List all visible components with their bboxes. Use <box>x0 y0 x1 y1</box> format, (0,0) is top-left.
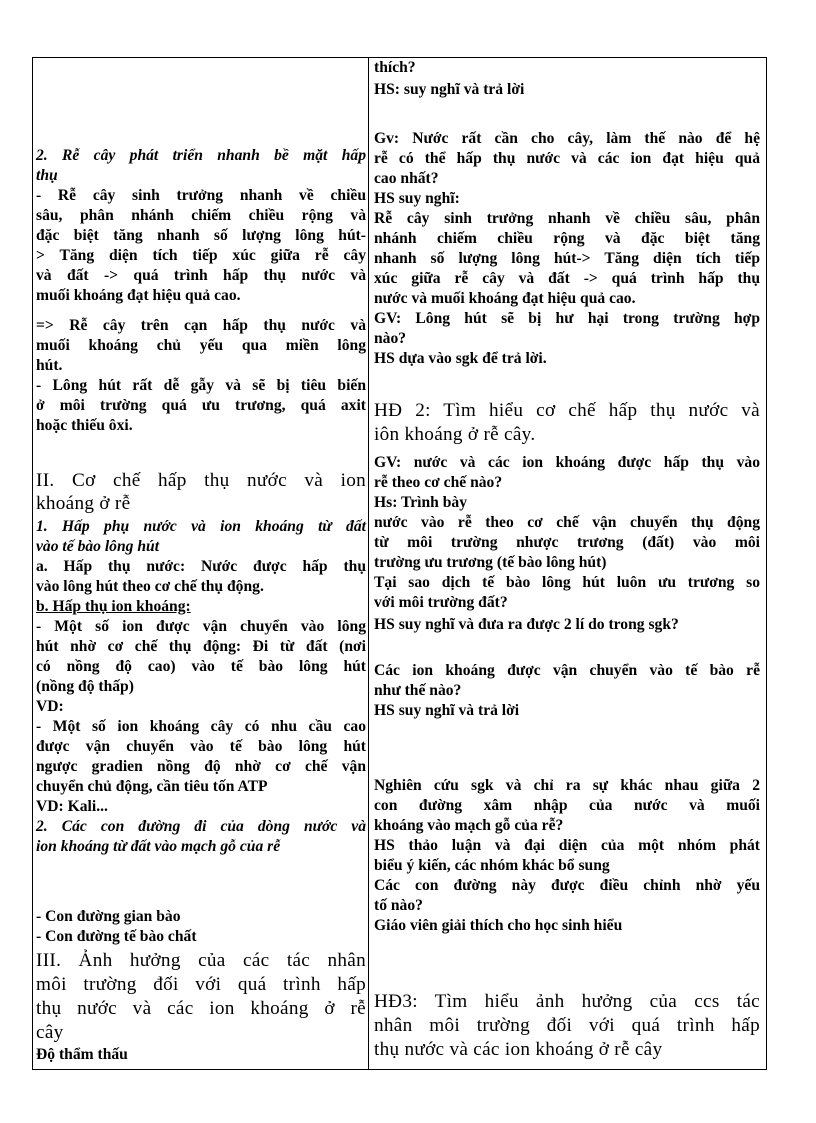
right-line-15: HĐ 2: Tìm hiểu cơ chế hấp thụ nước và <box>374 400 760 421</box>
right-line-39: thụ nước và các ion khoáng ở rễ cây <box>374 1039 663 1060</box>
right-line-8: nhánh chiếm chiều rộng và đặc biệt tăng <box>374 230 760 247</box>
left-line-22: - Một số ion được vận chuyển vào lông <box>36 618 366 635</box>
left-line-14: hoặc thiếu ôxi. <box>36 417 133 434</box>
right-line-33: biểu ý kiến, các nhóm khác bổ sung <box>374 857 610 874</box>
left-line-16: khoáng ở rễ <box>36 493 131 514</box>
left-line-10: muối khoáng chủ yếu qua miền lông <box>36 337 366 354</box>
right-line-4: rễ có thể hấp thụ nước và các ion đạt hiệu quả <box>374 150 760 167</box>
right-line-3: Gv: Nước rất cần cho cây, làm thế nào để hệ <box>374 130 760 147</box>
right-line-31: khoáng vào mạch gỗ của rễ? <box>374 817 564 834</box>
left-line-5: đặc biệt tăng nhanh số lượng lông hút- <box>36 227 366 244</box>
left-line-6: > Tăng diện tích tiếp xúc giữa rễ cây <box>36 247 366 264</box>
right-line-19: Hs: Trình bày <box>374 494 468 511</box>
left-line-11: hút. <box>36 357 63 374</box>
left-line-37: môi trường đối với quá trình hấp <box>36 974 366 995</box>
column-divider <box>368 58 369 1069</box>
left-line-1: 2. Rễ cây phát triển nhanh bề mặt hấp <box>36 147 366 164</box>
right-line-10: xúc giữa rễ cây và đất -> quá trình hấp thụ <box>374 270 760 287</box>
right-line-32: HS thảo luận và đại diện của một nhóm phát <box>374 837 760 854</box>
right-line-26: Các ion khoáng được vận chuyển vào tế bào rễ <box>374 662 760 679</box>
lesson-plan-table <box>32 57 767 1070</box>
right-line-1: thích? <box>374 59 416 76</box>
right-line-27: như thế nào? <box>374 682 462 699</box>
left-line-23: hút nhờ cơ chế thụ động: Đi từ đất (nơi <box>36 638 366 655</box>
right-line-5: cao nhất? <box>374 170 439 187</box>
left-line-9: => Rễ cây trên cạn hấp thụ nước và <box>36 317 366 334</box>
right-line-18: rễ theo cơ chế nào? <box>374 474 503 491</box>
left-line-36: III. Ảnh hưởng của các tác nhân <box>36 950 366 971</box>
right-line-34: Các con đường này được điều chỉnh nhờ yếu <box>374 877 760 894</box>
right-line-12: GV: Lông hút sẽ bị hư hại trong trường hợp <box>374 310 760 327</box>
left-line-29: ngược gradien nồng độ nhờ cơ chế vận <box>36 758 366 775</box>
left-line-40: Độ thẩm thấu <box>36 1046 128 1063</box>
left-line-7: và đất -> quá trình hấp thụ nước và <box>36 267 366 284</box>
right-line-16: iôn khoáng ở rễ cây. <box>374 424 536 445</box>
activities-column <box>374 58 760 1069</box>
right-line-29: Nghiên cứu sgk và chỉ ra sự khác nhau giữa 2 <box>374 777 760 794</box>
left-line-12: - Lông hút rất dễ gẫy và sẽ bị tiêu biến <box>36 377 366 394</box>
left-line-26: VD: <box>36 698 64 715</box>
right-line-11: nước và muối khoáng đạt hiệu quả cao. <box>374 290 636 307</box>
right-line-36: Giáo viên giải thích cho học sinh hiểu <box>374 917 623 934</box>
right-line-14: HS dựa vào sgk để trả lời. <box>374 350 547 367</box>
left-line-15: II. Cơ chế hấp thụ nước và ion <box>36 470 366 491</box>
right-line-7: Rễ cây sinh trưởng nhanh về chiều sâu, phân <box>374 210 760 227</box>
left-line-27: - Một số ion khoáng cây có nhu cầu cao <box>36 718 366 735</box>
right-line-21: từ môi trường nhược trương (đất) vào môi <box>374 534 760 551</box>
left-line-31: VD: Kali... <box>36 798 108 815</box>
left-line-8: muối khoáng đạt hiệu quả cao. <box>36 287 241 304</box>
left-line-17: 1. Hấp phụ nước và ion khoáng từ đất <box>36 518 366 535</box>
content-column <box>36 58 366 1069</box>
left-line-18: vào tế bào lông hút <box>36 538 160 555</box>
left-line-35: - Con đường tế bào chất <box>36 928 197 945</box>
left-line-39: cây <box>36 1022 64 1043</box>
left-line-34: - Con đường gian bào <box>36 908 181 925</box>
right-line-38: nhân môi trường đối với quá trình hấp <box>374 1015 760 1036</box>
right-line-37: HĐ3: Tìm hiểu ảnh hưởng của ccs tác <box>374 991 760 1012</box>
right-line-20: nước vào rễ theo cơ chế vận chuyển thụ động <box>374 514 760 531</box>
right-line-23: Tại sao dịch tế bào lông hút luôn ưu trương so <box>374 574 760 591</box>
left-line-25: (nồng độ thấp) <box>36 678 134 695</box>
right-line-22: trường ưu trương (tế bào lông hút) <box>374 554 607 571</box>
right-line-13: nào? <box>374 330 407 347</box>
left-line-4: sâu, phân nhánh chiếm chiều rộng và <box>36 207 366 224</box>
left-line-33: ion khoáng từ đất vào mạch gỗ của rễ <box>36 838 281 855</box>
left-line-3: - Rễ cây sinh trưởng nhanh về chiều <box>36 187 366 204</box>
left-line-28: được vận chuyển vào tế bào lông hút <box>36 738 366 755</box>
right-line-24: với môi trường đất? <box>374 594 508 611</box>
right-line-28: HS suy nghĩ và trả lời <box>374 702 520 719</box>
left-line-21: b. Hấp thụ ion khoáng: <box>36 598 191 615</box>
right-line-17: GV: nước và các ion khoáng được hấp thụ vào <box>374 454 760 471</box>
right-line-35: tố nào? <box>374 897 423 914</box>
left-line-30: chuyển chủ động, cần tiêu tốn ATP <box>36 778 268 795</box>
left-line-19: a. Hấp thụ nước: Nước được hấp thụ <box>36 558 366 575</box>
right-line-9: nhanh số lượng lông hút-> Tăng diện tích tiếp <box>374 250 760 267</box>
right-line-25: HS suy nghĩ và đưa ra được 2 lí do trong sgk? <box>374 616 679 633</box>
right-line-2: HS: suy nghĩ và trả lời <box>374 81 525 98</box>
left-line-32: 2. Các con đường đi của dòng nước và <box>36 818 366 835</box>
right-line-6: HS suy nghĩ: <box>374 190 460 207</box>
left-line-38: thụ nước và các ion khoáng ở rễ <box>36 998 366 1019</box>
left-line-2: thụ <box>36 167 58 184</box>
left-line-24: có nồng độ cao) vào tế bào lông hút <box>36 658 366 675</box>
left-line-13: ở môi trường quá ưu trương, quá axit <box>36 397 366 414</box>
left-line-20: vào lông hút theo cơ chế thụ động. <box>36 578 264 595</box>
right-line-30: con đường xâm nhập của nước và muối <box>374 797 760 814</box>
